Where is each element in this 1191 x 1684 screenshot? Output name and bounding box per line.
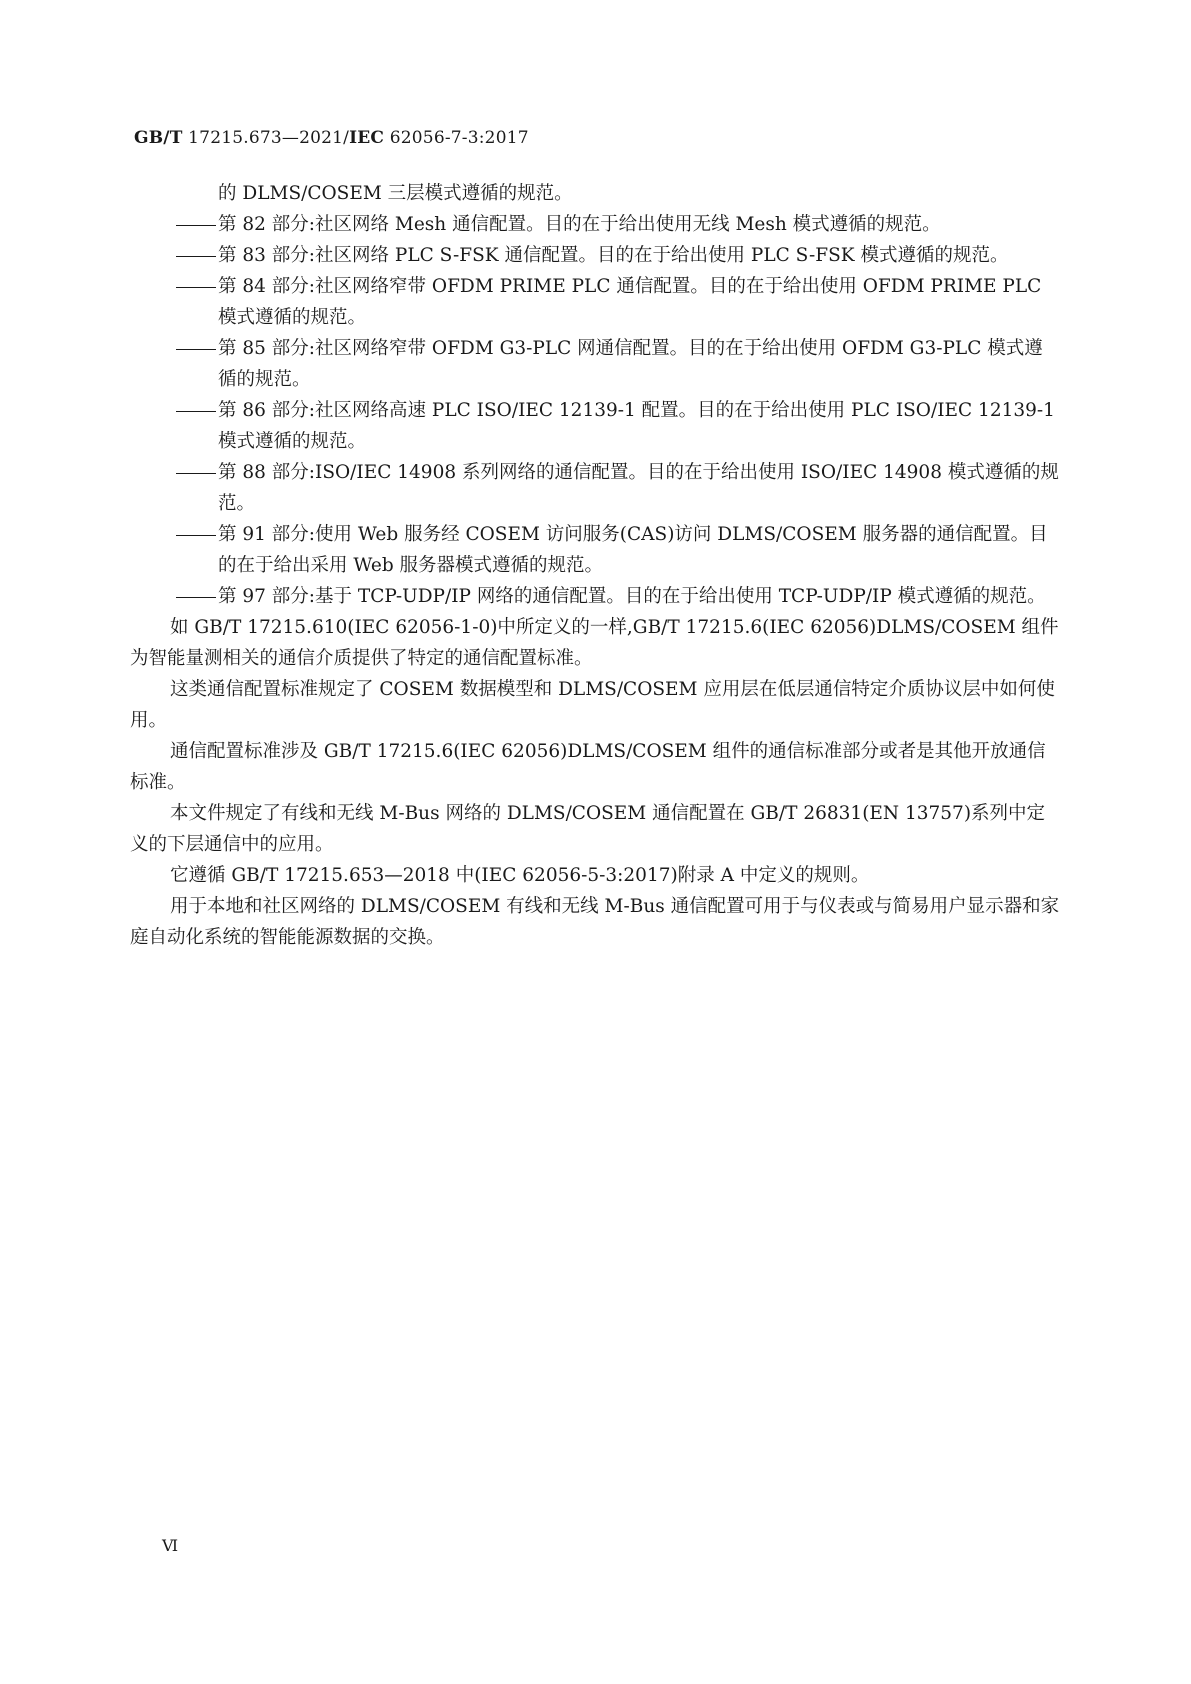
list-item-text: 第 88 部分:ISO/IEC 14908 系列网络的通信配置。目的在于给出使用 ISO/IEC 14908 模式遵循的规范。: [218, 462, 1059, 514]
list-item-text: 第 86 部分:社区网络高速 PLC ISO/IEC 12139-1 配置。目的在于给出使用 PLC ISO/IEC 12139-1 模式遵循的规范。: [218, 400, 1055, 452]
list-item-text: 第 84 部分:社区网络窄带 OFDM PRIME PLC 通信配置。目的在于给出使用 OFDM PRIME PLC 模式遵循的规范。: [218, 276, 1042, 328]
list-item: [130, 395, 1060, 457]
list-item-text: 第 82 部分:社区网络 Mesh 通信配置。目的在于给出使用无线 Mesh 模式遵循的规范。: [218, 214, 941, 235]
list-item: [130, 581, 1060, 612]
list-item-text: 第 85 部分:社区网络窄带 OFDM G3-PLC 网通信配置。目的在于给出使用 OFDM G3-PLC 模式遵循的规范。: [218, 338, 1043, 390]
standard-code: GB/T: [134, 128, 183, 148]
list-item: [130, 333, 1060, 395]
iec-number: 62056-7-3:2017: [389, 128, 529, 148]
list-item: [130, 209, 1060, 240]
list-item: [130, 519, 1060, 581]
list-item: [130, 457, 1060, 519]
body-paragraph: 它遵循 GB/T 17215.653—2018 中(IEC 62056-5-3:2017)附录 A 中定义的规则。: [170, 865, 870, 886]
list-item: [130, 240, 1060, 271]
body-paragraph: 通信配置标准涉及 GB/T 17215.6(IEC 62056)DLMS/COSEM 组件的通信标准部分或者是其他开放通信标准。: [130, 741, 1046, 793]
list-item-text: 第 83 部分:社区网络 PLC S-FSK 通信配置。目的在于给出使用 PLC S-FSK 模式遵循的规范。: [218, 245, 1009, 266]
standard-number: 17215.673—2021/: [188, 128, 350, 148]
page-number: Ⅵ: [162, 1536, 179, 1555]
body-paragraph: 这类通信配置标准规定了 COSEM 数据模型和 DLMS/COSEM 应用层在低层通信特定介质协议层中如何使用。: [130, 679, 1055, 731]
continuation-text: 的 DLMS/COSEM 三层模式遵循的规范。: [218, 183, 573, 204]
body-paragraph: 本文件规定了有线和无线 M-Bus 网络的 DLMS/COSEM 通信配置在 GB/T 26831(EN 13757)系列中定义的下层通信中的应用。: [130, 803, 1046, 855]
list-item-text: 第 97 部分:基于 TCP-UDP/IP 网络的通信配置。目的在于给出使用 TCP-UDP/IP 模式遵循的规范。: [218, 586, 1046, 607]
list-item-text: 第 91 部分:使用 Web 服务经 COSEM 访问服务(CAS)访问 DLMS/COSEM 服务器的通信配置。目的在于给出采用 Web 服务器模式遵循的规范。: [218, 524, 1048, 576]
document-body: [130, 178, 1060, 953]
body-paragraph: 用于本地和社区网络的 DLMS/COSEM 有线和无线 M-Bus 通信配置可用于与仪表或与简易用户显示器和家庭自动化系统的智能能源数据的交换。: [130, 896, 1060, 948]
list-item: [130, 271, 1060, 333]
body-paragraph: 如 GB/T 17215.610(IEC 62056-1-0)中所定义的一样,GB/T 17215.6(IEC 62056)DLMS/COSEM 组件为智能量测相关的通信介质提供了特定的通信配置标准。: [130, 617, 1059, 669]
part-list: [130, 209, 1060, 612]
iec-prefix: IEC: [349, 128, 385, 148]
document-header: [134, 128, 529, 148]
